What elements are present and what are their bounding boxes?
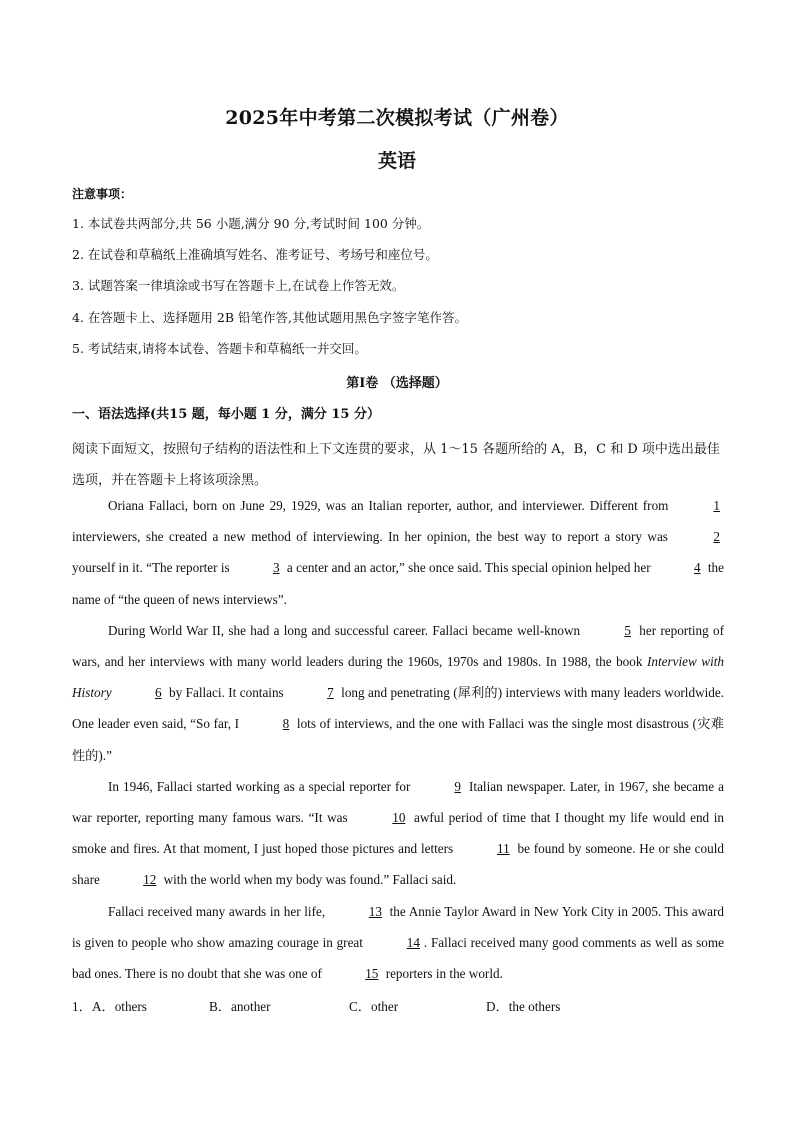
passage-text: a center and an actor,” she once said. This special opinion helped her (283, 560, 654, 576)
blank-4: 4 (693, 560, 701, 576)
blank-15: 15 (365, 966, 379, 982)
option-d[interactable]: D．the others (486, 999, 561, 1014)
section-instruction: 阅读下面短文，按照句子结构的语法性和上下文连贯的要求，从 1～15 各题所给的 A，B，C 和 D 项中选出最佳选项，并在答题卡上将该项涂黑。 (72, 442, 720, 488)
notice-item: 5. 考试结束,请将本试卷、答题卡和草稿纸一并交回。 (72, 341, 367, 356)
passage-text: awful period of time that I thought my life would end in smoke and fires. At that moment, I just hoped those pictures and letters (72, 810, 725, 857)
passage-text: reporters in the world. (382, 966, 503, 982)
blank-12: 12 (143, 872, 157, 888)
question-number: 1． (72, 999, 92, 1014)
passage-text: her reporting of wars, and her interviews with many world leaders during the 1960s, 1970s and 1980s. In 1988, the book (72, 622, 724, 670)
blank-1: 1 (713, 498, 720, 513)
passage-text: the name of “the queen of news interviews”. (72, 560, 724, 607)
passage-text: lots of interviews, and the one with Fallaci was the single most disastrous (灾难性的).” (72, 716, 724, 763)
blank-3: 3 (273, 560, 280, 576)
blank-9: 9 (454, 778, 461, 794)
subject-title: 英语 (377, 150, 416, 172)
notice-item: 2. 在试卷和草稿纸上准确填写姓名、准考证号、考场号和座位号。 (72, 247, 438, 262)
notice-item: 3. 试题答案一律填涂或书写在答题卡上,在试卷上作答无效。 (72, 278, 405, 293)
passage-text: with the world when my body was found.” Fallaci said. (160, 872, 457, 888)
passage-text: long and penetrating (犀利的) interviews with many leaders worldwide. One leader even said, “So far, I (72, 685, 724, 732)
option-a[interactable]: A．others (92, 999, 147, 1014)
blank-5: 5 (624, 622, 631, 638)
notice-item: 1. 本试卷共两部分,共 56 小题,满分 90 分,考试时间 100 分钟。 (72, 216, 430, 231)
notice-item: 4. 在答题卡上、选择题用 2B 铅笔作答,其他试题用黑色字签字笔作答。 (72, 310, 467, 325)
part-title: 第Ⅰ卷 （选择题） (346, 376, 448, 391)
book-title: Interview with History (72, 654, 724, 701)
passage-text: During World War II, she had a long and successful career. Fallaci became well-known (108, 622, 585, 638)
blank-8: 8 (282, 716, 290, 732)
passage-text: Oriana Fallaci, born on June 29, 1929, was an Italian reporter, author, and interviewer. Different from (108, 498, 674, 513)
passage-text: Fallaci received many awards in her life, (108, 903, 329, 919)
blank-6: 6 (155, 685, 162, 701)
blank-13: 13 (368, 903, 382, 919)
notice-heading: 注意事项： (72, 187, 133, 201)
passage-text: by Fallaci. It contains (165, 685, 288, 701)
blank-10: 10 (392, 810, 406, 826)
passage-text: interviewers, she created a new method of interviewing. In her opinion, the best way to report a story was (72, 529, 674, 545)
passage-paragraph-3 (72, 771, 724, 896)
blank-14: 14 (406, 934, 420, 950)
blank-7: 7 (327, 685, 334, 701)
passage-text: Italian newspaper. Later, in 1967, she became a war reporter, reporting many famous wars. “It was (72, 778, 724, 826)
section-title: 一、语法选择(共15 题，每小题 1 分，满分 15 分） (72, 407, 381, 422)
passage-paragraph-1 (72, 490, 724, 615)
passage-paragraph-2 (72, 615, 724, 771)
blank-11: 11 (496, 841, 510, 857)
passage-text: In 1946, Fallaci started working as a special reporter for (108, 778, 415, 794)
exam-title: 2025年中考第二次模拟考试（广州卷） (225, 107, 569, 129)
passage-text: . Fallaci received many good comments as well as some bad ones. There is no doubt that she was one of (72, 934, 725, 982)
reading-passage (72, 490, 724, 989)
passage-text: the Annie Taylor Award in New York City in 2005. This award is given to people who show amazing courage in great (72, 903, 724, 950)
passage-paragraph-4 (72, 896, 724, 990)
option-b[interactable]: B．another (209, 999, 271, 1014)
passage-text: yourself in it. “The reporter is (72, 560, 233, 576)
passage-text: be found by someone. He or she could share (72, 841, 724, 888)
blank-2: 2 (713, 529, 720, 545)
option-c[interactable]: C．other (349, 999, 399, 1014)
